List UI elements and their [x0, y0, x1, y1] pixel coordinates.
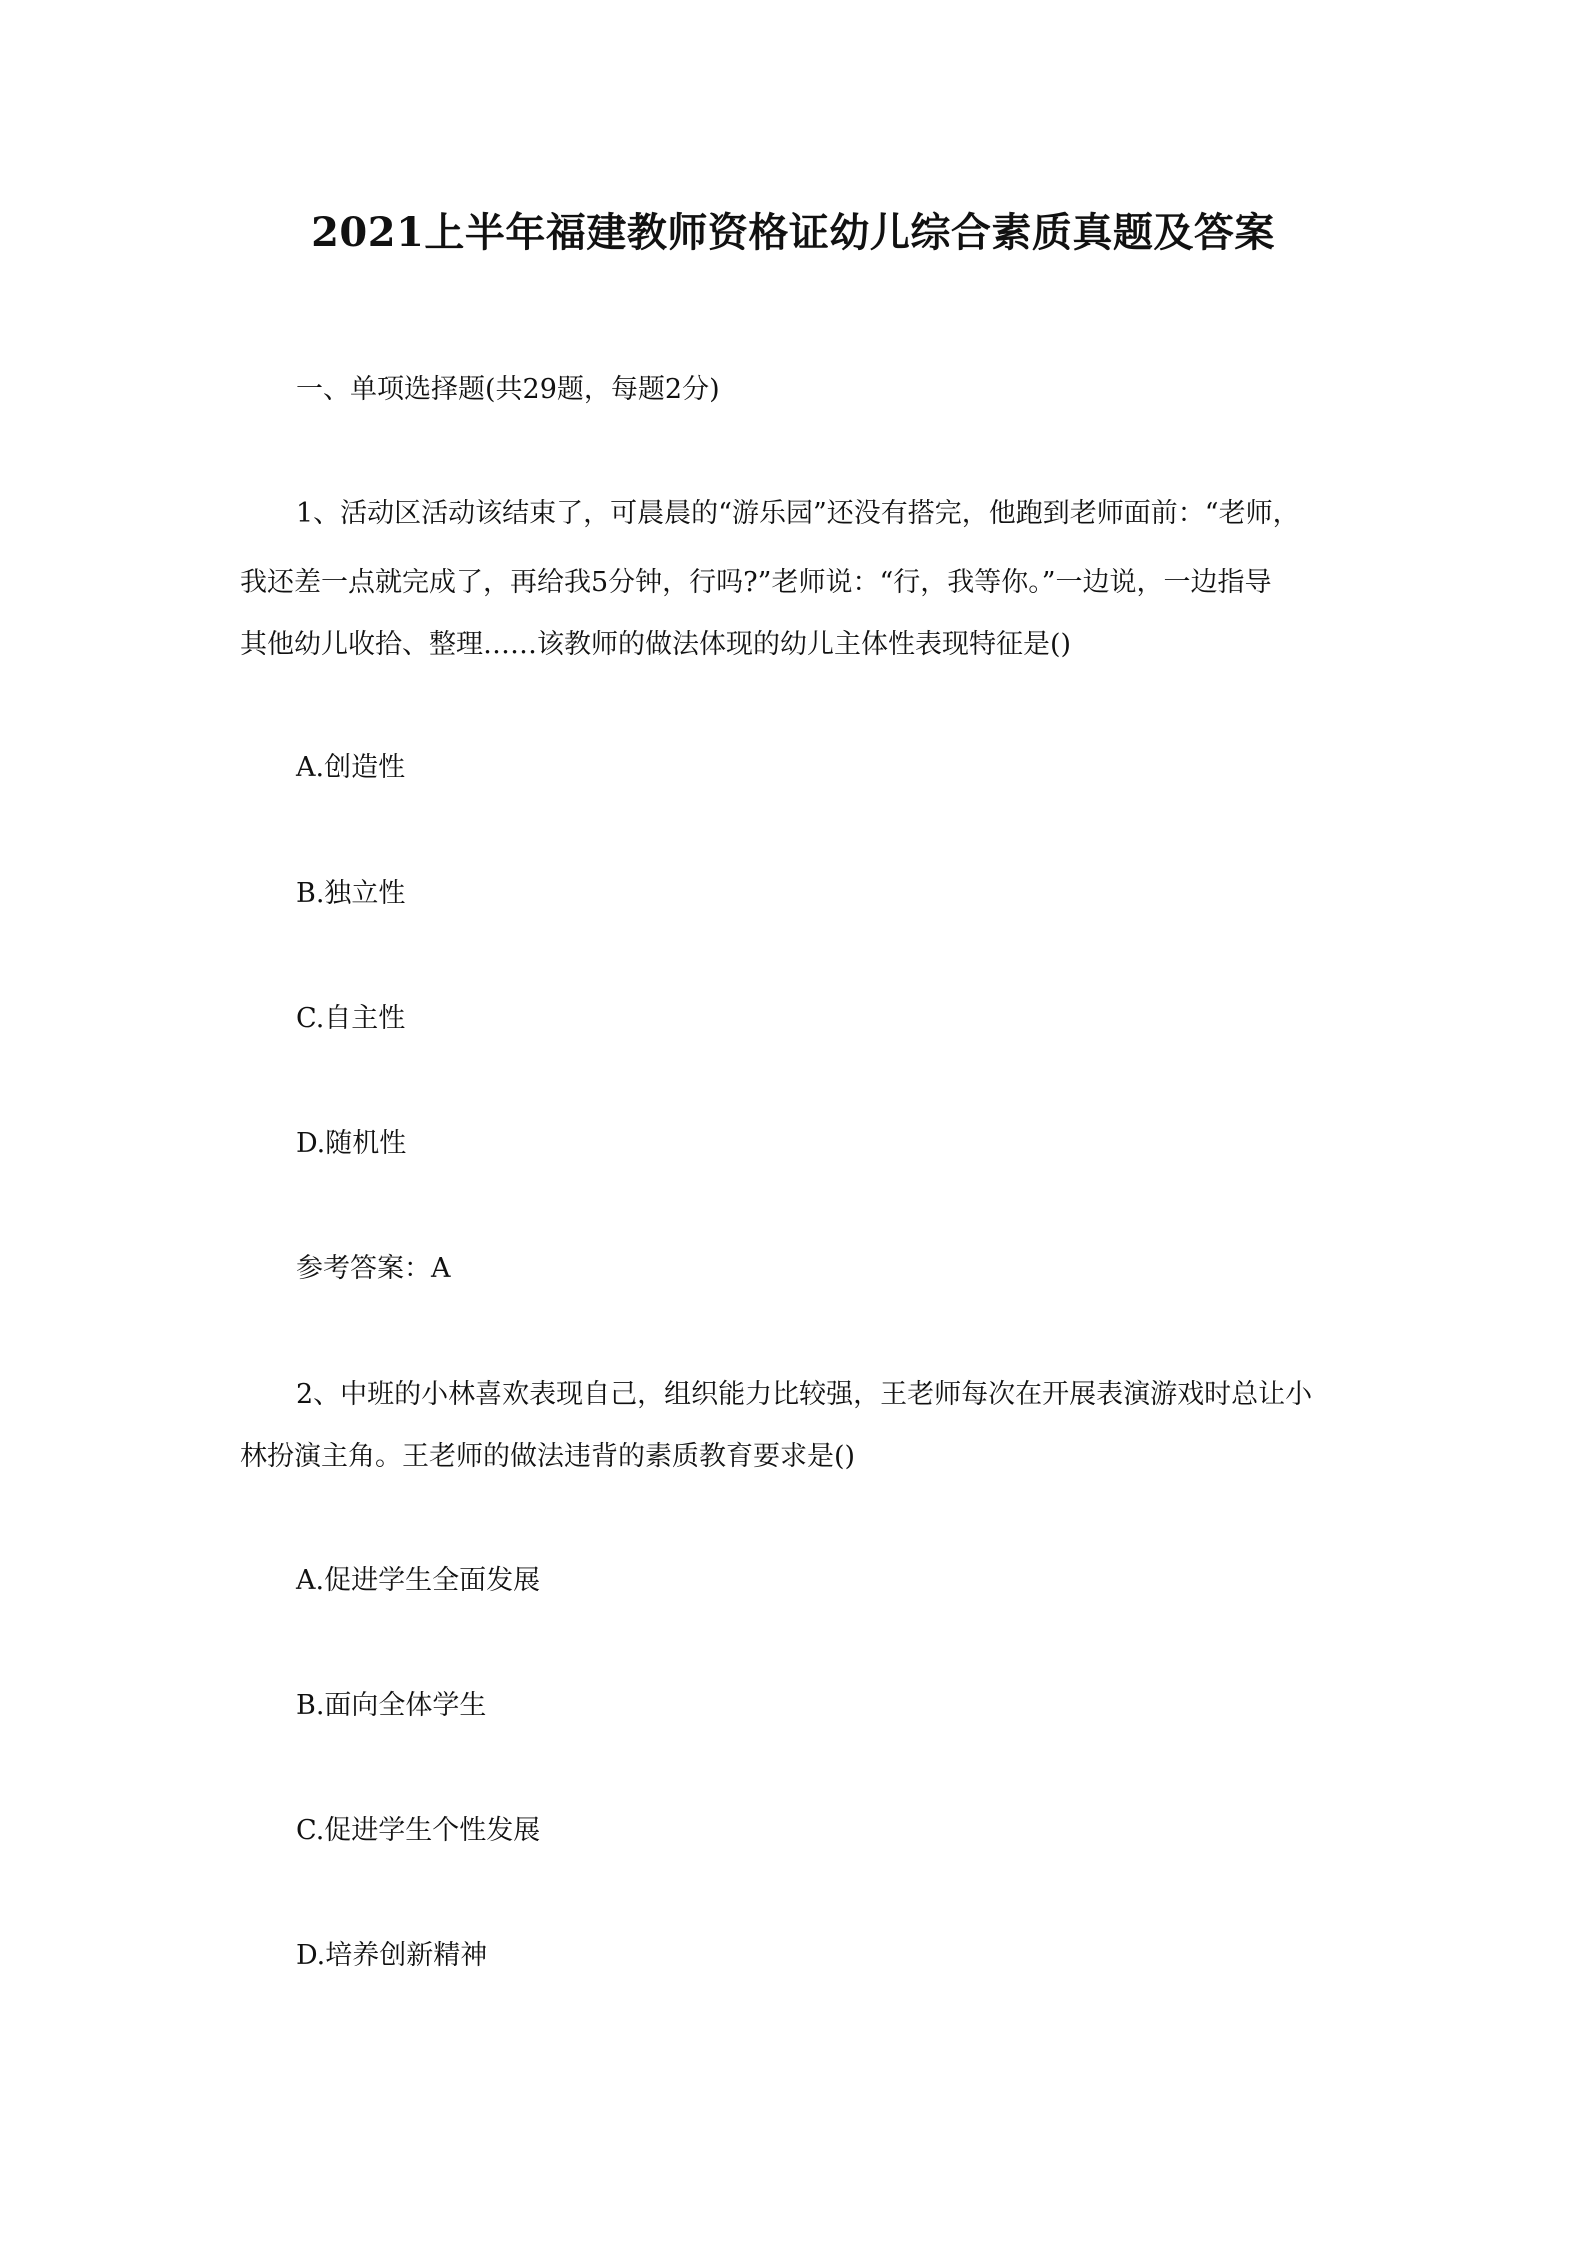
question-1-option-a: A.创造性: [296, 752, 406, 783]
question-2-option-b: B.面向全体学生: [296, 1690, 487, 1721]
question-1-stem-line-3: 其他幼儿收拾、整理……该教师的做法体现的幼儿主体性表现特征是(): [240, 629, 1072, 660]
question-2-option-d: D.培养创新精神: [296, 1940, 488, 1971]
section-heading: 一、单项选择题(共29题，每题2分): [296, 374, 720, 405]
question-2-stem-line-2: 林扮演主角。王老师的做法违背的素质教育要求是(): [240, 1441, 856, 1472]
question-1-option-c: C.自主性: [296, 1003, 406, 1034]
document-title: 2021上半年福建教师资格证幼儿综合素质真题及答案: [311, 209, 1275, 256]
question-2-stem-line-1: 2、中班的小林喜欢表现自己，组织能力比较强，王老师每次在开展表演游戏时总让小: [296, 1379, 1313, 1410]
question-2-option-a: A.促进学生全面发展: [296, 1565, 541, 1596]
question-1-stem-line-2: 我还差一点就完成了，再给我5分钟，行吗?”老师说：“行，我等你。”一边说，一边指导: [240, 567, 1272, 598]
question-1-answer: 参考答案：A: [296, 1253, 451, 1284]
question-1-stem-line-1: 1、活动区活动该结束了，可晨晨的“游乐园”还没有搭完，他跑到老师面前：“老师，: [296, 498, 1300, 529]
question-1-option-d: D.随机性: [296, 1128, 407, 1159]
question-2-option-c: C.促进学生个性发展: [296, 1815, 541, 1846]
question-1-option-b: B.独立性: [296, 878, 406, 909]
